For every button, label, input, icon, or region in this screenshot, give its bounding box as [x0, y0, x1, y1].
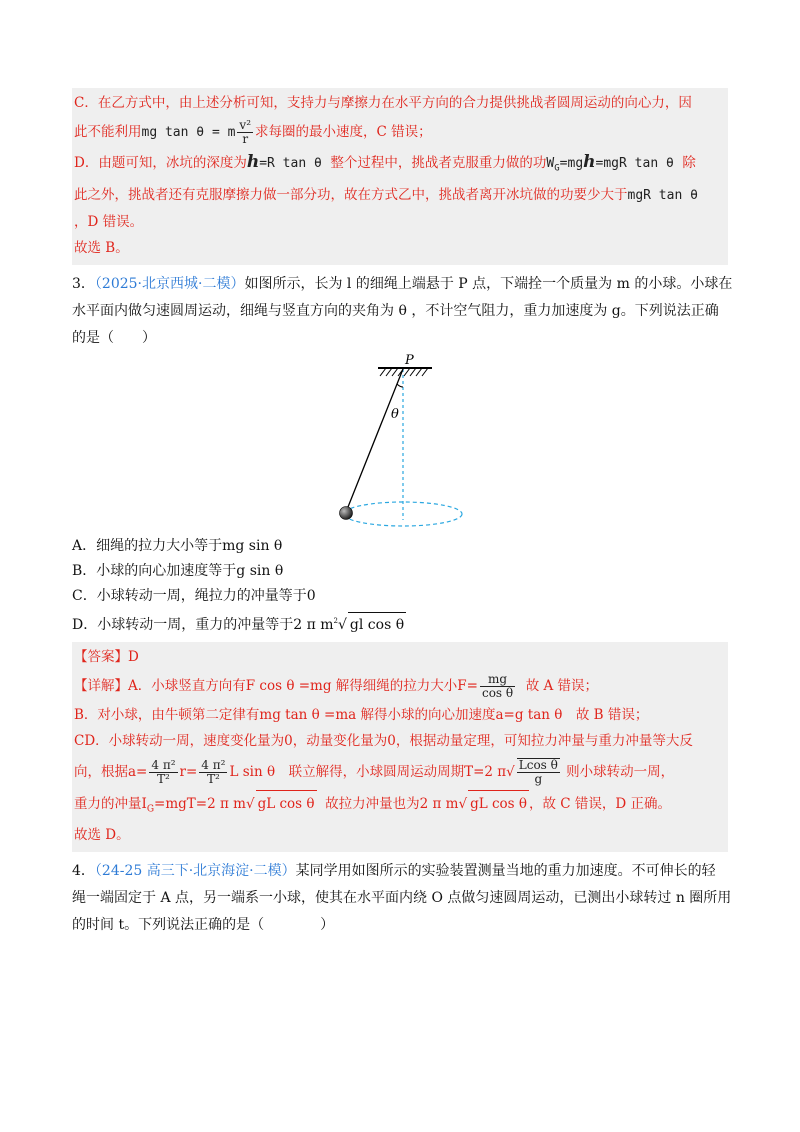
detail-a-conclusion: 故 A 错误；: [525, 677, 599, 694]
q4-stem-line1: [72, 858, 728, 885]
detail-line-cd3: 重力的冲量$I_G=mgT=2$ π m√ gL cos θ 故拉力冲量也为2 π m√ gL cos θ ，故 C 错误，D 正确。: [74, 790, 726, 823]
cd-text-a: 向，根据a=: [74, 763, 148, 780]
q2-explanation-block: [72, 88, 728, 265]
q3-option-c: C．小球转动一周，绳拉力的冲量等于0: [72, 587, 316, 604]
option-d-text1g: 除: [682, 155, 696, 171]
conical-pendulum-figure: [72, 352, 728, 534]
work-formula: [546, 156, 584, 174]
option-c-text: 在乙方式中，由上述分析可知，支持力与摩擦力在水平方向的合力提供挑战者圆周运动的向心力，因: [97, 95, 692, 111]
ceiling-hatch: [380, 368, 428, 376]
q2-option-c-line1: [74, 90, 726, 116]
option-d-formula: mgR tan θ: [627, 187, 698, 203]
answer-label: 【答案】: [74, 648, 128, 665]
question-number: 3．: [72, 275, 95, 292]
question-number: 4．: [72, 863, 95, 880]
detail-line-b: B．对小球，由牛顿第二定律有mg tan θ =ma 解得小球的向心加速度a=g tan θ 故 B 错误；: [74, 706, 649, 723]
q3-option-b: B．小球的向心加速度等于g sin θ: [72, 562, 284, 579]
option-d-text1c: 整个过程中，挑战者克服重力做的功: [330, 155, 547, 171]
option-d-label: D．: [74, 155, 99, 171]
work-symbol: W: [546, 156, 555, 171]
q3-option-d: D．小球转动一周，重力的冲量等于2 π $m^2√$ gl cos θ: [72, 609, 728, 638]
q3-conclusion: 故选 D。: [74, 827, 130, 844]
q4-stem3: 的时间 t。下列说法正确的是（ ）: [72, 917, 335, 934]
fraction-denominator: g: [534, 772, 543, 787]
q3-option-d-text: D．小球转动一周，重力的冲量等于2 π m: [72, 616, 334, 633]
detail-a-text: A．小球竖直方向有F cos θ =mg 解得细绳的拉力大小F=: [128, 677, 478, 694]
option-d-text2: 此之外，挑战者还有克服摩擦力做一部分功，故在方式乙中，挑战者离开冰坑做的功要少大于: [74, 186, 628, 203]
q3-stem-line1: [72, 271, 733, 298]
question-3: [72, 271, 733, 638]
root-gl-cos: gL cos θ: [256, 790, 317, 817]
q2-option-d-line3: [74, 209, 726, 235]
q3-answer-block: [72, 642, 728, 853]
document-page: [72, 88, 733, 939]
pendulum-diagram: [72, 352, 728, 534]
ball: [340, 506, 353, 519]
detail-line-a: [74, 670, 726, 702]
question-source: （24-25 高三下·北京海淀·二模）: [94, 863, 296, 880]
fraction-numerator: v²: [239, 118, 252, 132]
option-d-text3: ，D 错误。: [74, 213, 144, 230]
work-subscript: G: [554, 163, 560, 174]
q3-option-d-root: gl cos θ: [348, 612, 406, 638]
fraction-4pi2-over-t2-b: [199, 759, 227, 786]
cd-text-b: r=: [179, 763, 198, 780]
cd3-text-a: 重力的冲量I: [74, 795, 147, 812]
depth-symbol-h: h: [246, 152, 260, 172]
detail-line-cd2: 向，根据a= $\frac{\text{4 π²}}{\text{T²}}$ r= $\frac{\text{4 π²}}{\text{T²}}$ L sin θ 联立解得，小球圆周运动周期T=2 π√ $\frac{\text{Lcos θ}}{g}$ 则小球转动一周，: [74, 757, 675, 787]
q4-stem1: 某同学用如图所示的实验装置测量当地的重力加速度。不可伸长的轻: [295, 863, 716, 880]
root-index: 2: [333, 616, 338, 625]
formula-centripetal: mg tan θ = m: [141, 125, 236, 140]
cd-text-c: L sin θ 联立解得，小球圆周运动周期T=2 π: [229, 763, 507, 780]
fraction-numerator: Lcos θ: [518, 758, 558, 773]
q2-option-d-line1: [74, 149, 726, 182]
point-p-label: P: [405, 352, 414, 368]
string-line: [346, 369, 403, 512]
q2-option-c-line2: [74, 116, 726, 149]
detail-line-cd1: CD．小球转动一周，速度变化量为0，动量变化量为0，根据动量定理，可知拉力冲量与重力冲量等大反: [74, 732, 693, 749]
work-eq: =mg: [559, 156, 584, 171]
fraction-denominator: T²: [206, 771, 220, 786]
fraction-mg-over-cos: [480, 673, 515, 700]
depth-formula: =R tan θ: [259, 156, 322, 171]
q3-stem1: 如图所示，长为 l 的细绳上端悬于 P 点，下端拴一个质量为 m 的小球。小球在: [244, 275, 733, 292]
cd3-text-b: =mgT=2 π m: [154, 795, 246, 812]
angle-theta-label: θ: [391, 406, 399, 422]
fraction-numerator: 4 π²: [151, 757, 176, 772]
cd3-text-d: ，故 C 错误，D 正确。: [529, 795, 672, 812]
q3-stem2: 水平面内做匀速圆周运动，细绳与竖直方向的夹角为 θ ，不计空气阻力，重力加速度为 g。下列说法正确: [72, 302, 719, 319]
fraction-numerator: 4 π²: [201, 757, 226, 772]
cd-text-d: 则小球转动一周，: [566, 763, 675, 780]
option-d-text1a: 由题可知，冰坑的深度为: [98, 155, 247, 171]
fraction-v2-over-r: [237, 119, 253, 146]
q2-option-d-line2: [74, 182, 726, 209]
answer-value: D: [128, 648, 139, 665]
fraction-4pi2-over-t2: [149, 759, 177, 786]
q3-stem3: 的是（ ）: [72, 329, 156, 346]
detail-label: 【详解】: [74, 677, 128, 694]
angle-arc: [397, 384, 403, 387]
fraction-denominator: cos θ: [481, 685, 514, 700]
question-source: （2025·北京西城·二模）: [94, 275, 245, 292]
q4-stem2: 绳一端固定于 A 点，另一端系一小球，使其在水平面内绕 O 点做匀速圆周运动，已测出小球转过 n 圈所用: [72, 890, 732, 907]
work-result: =mgR tan θ: [595, 156, 674, 171]
fraction-denominator: T²: [157, 771, 170, 786]
depth-symbol-h-2: h: [583, 152, 596, 172]
fraction-numerator: mg: [480, 673, 515, 687]
fraction-denominator: r: [242, 132, 249, 146]
q3-option-a: A．细绳的拉力大小等于mg sin θ: [72, 537, 283, 554]
question-4: [72, 858, 732, 939]
option-c-text2a: 此不能利用: [74, 124, 142, 140]
answer-line: [74, 644, 726, 670]
impulse-subscript: G: [146, 804, 155, 815]
root-gl-cos-2: gL cos θ: [468, 790, 529, 817]
option-c-text2b: 求每圈的最小速度，C 错误；: [255, 124, 432, 140]
q2-conclusion: 故选 B。: [74, 239, 129, 256]
root-lcos-over-g: [517, 758, 560, 786]
option-c-label: C．: [74, 95, 98, 111]
cd3-text-c: 故拉力冲量也为2 π m: [325, 795, 459, 812]
